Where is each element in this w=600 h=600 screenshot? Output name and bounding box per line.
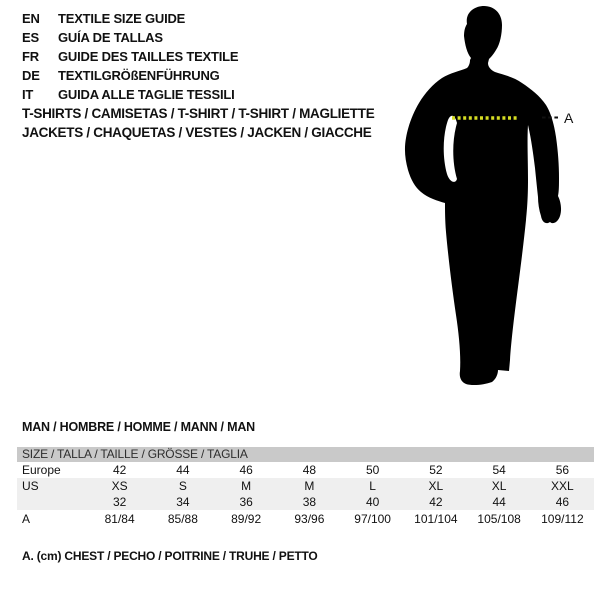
table-cell: XXL: [551, 479, 574, 493]
language-label: TEXTILE SIZE GUIDE: [58, 11, 186, 26]
table-cell: 97/100: [354, 512, 391, 526]
table-cell: XS: [111, 479, 128, 493]
table-cell: 48: [302, 463, 317, 477]
table-cell: L: [369, 479, 376, 493]
table-cell: 44: [176, 463, 190, 477]
table-row-europe: [17, 462, 594, 478]
language-label: GUÍA DE TALLAS: [58, 30, 163, 45]
category-line-jackets: JACKETS / CHAQUETAS / VESTES / JACKEN / GIACCHE: [22, 125, 372, 140]
table-cell: 105/108: [477, 512, 521, 526]
language-row-de: [22, 66, 238, 85]
table-cell: 89/92: [231, 512, 262, 526]
category-line-tshirts: T-SHIRTS / CAMISETAS / T-SHIRT / T-SHIRT / MAGLIETTE: [22, 106, 375, 121]
size-table: [17, 447, 594, 528]
table-cell: 85/88: [167, 512, 198, 526]
table-cell: 42: [429, 495, 443, 509]
language-code: ES: [22, 30, 39, 45]
table-cell: 36: [239, 495, 253, 509]
table-cell: S: [178, 479, 187, 493]
table-cell: XL: [428, 479, 444, 493]
table-cell: XL: [491, 479, 507, 493]
language-row-fr: [22, 47, 238, 66]
table-cell: 44: [492, 495, 506, 509]
language-row-en: [22, 9, 238, 28]
language-row-es: [22, 28, 238, 47]
language-code: DE: [22, 68, 40, 83]
table-cell: 52: [429, 463, 443, 477]
language-label: GUIDE DES TAILLES TEXTILE: [58, 49, 239, 64]
size-table-header: SIZE / TALLA / TAILLE / GRÖSSE / TAGLIA: [17, 447, 594, 462]
row-label: [17, 494, 88, 510]
category-list: [22, 104, 374, 142]
table-cell: M: [241, 479, 252, 493]
table-cell: 32: [112, 495, 127, 509]
table-cell: M: [304, 479, 315, 493]
row-label: Europe: [22, 463, 61, 477]
table-cell: 109/112: [541, 512, 584, 526]
table-row-us-numbers: [17, 494, 594, 510]
table-cell: 93/96: [294, 512, 325, 526]
language-code: FR: [22, 49, 39, 64]
table-cell: 50: [365, 463, 380, 477]
table-cell: 40: [365, 495, 380, 509]
table-cell: 46: [555, 495, 570, 509]
row-label: A: [22, 512, 31, 526]
row-label: US: [22, 479, 39, 493]
table-cell: 54: [492, 463, 506, 477]
measure-label-a: A: [564, 110, 574, 126]
man-silhouette-svg: [390, 0, 600, 420]
table-cell: 38: [302, 495, 317, 509]
table-row-us-letters: [17, 478, 594, 494]
table-cell: 81/84: [104, 512, 135, 526]
table-cell: 56: [555, 463, 570, 477]
table-cell: 34: [176, 495, 190, 509]
table-cell: 46: [239, 463, 253, 477]
language-code: IT: [22, 87, 34, 102]
language-label: TEXTILGRÖßENFÜHRUNG: [58, 68, 220, 83]
table-row-chest-a: [17, 510, 594, 528]
language-code: EN: [22, 11, 40, 26]
table-cell: 42: [112, 463, 127, 477]
man-figure: [390, 0, 600, 420]
language-label: GUIDA ALLE TAGLIE TESSILI: [58, 87, 235, 102]
language-list: [22, 9, 238, 104]
section-title: MAN / HOMBRE / HOMME / MANN / MAN: [22, 420, 255, 434]
table-cell: 101/104: [414, 512, 458, 526]
man-silhouette: [405, 6, 561, 385]
us-rows-band: [17, 478, 594, 510]
measurement-footnote: A. (cm) CHEST / PECHO / POITRINE / TRUHE / PETTO: [22, 549, 318, 563]
language-row-it: [22, 85, 238, 104]
